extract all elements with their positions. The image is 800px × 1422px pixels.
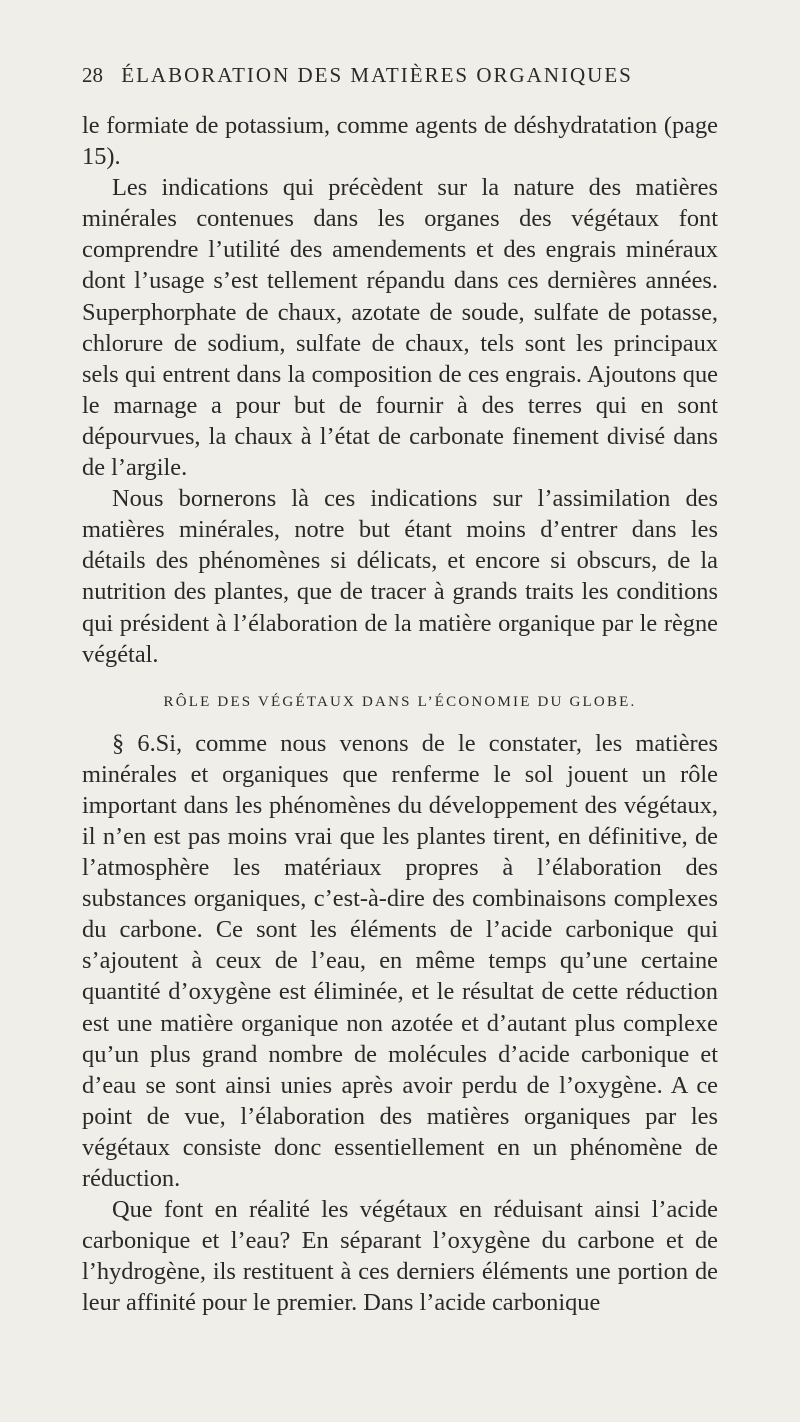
page-number: 28	[82, 63, 103, 87]
body-text	[82, 110, 718, 1318]
paragraph-fertilizers: Les indications qui précèdent sur la nature des matières minérales contenues dans les organes des végétaux font comprendre l’utilité des amendements et des engrais minéraux dont l’usage s’est tellement répandu dans ces dernières années. Superphorphate de chaux, azotate de soude, sulfate de potasse, chlorure de sodium, sulfate de chaux, tels sont les principaux sels qui entrent dans la composition de ces engrais. Ajoutons que le marnage a pour but de fournir à des terres qui en sont dépourvues, la chaux à l’état de carbonate finement divisé dans de l’argile.	[82, 174, 718, 482]
running-title: ÉLABORATION DES MATIÈRES ORGANIQUES	[121, 63, 633, 87]
paragraph-section-6-text: Si, comme nous venons de le constater, les matières minérales et organiques que renferme le sol jouent un rôle important dans les phénomènes du développement des végétaux, il n’en est pas moins vrai que les plantes tirent, en définitive, de l’atmosphère les matériaux propres à l’élaboration des substances organiques, c’est-à-dire des combinaisons complexes du carbone. Ce sont les éléments de l’acide carbonique qui s’ajoutent à ceux de l’eau, en même temps qu’une certaine quantité d’oxygène est éliminée, et le résultat de cette réduction est une matière organique non azotée et d’autant plus complexe qu’un plus grand nombre de molécules d’acide carbonique et d’eau se sont ainsi unies après avoir perdu de l’oxygène. A ce point de vue, l’élaboration des matières organiques par les végétaux consiste donc essentiellement en un phénomène de réduction.	[82, 729, 718, 1192]
section-number: § 6.	[112, 729, 156, 757]
paragraph-section-6	[82, 728, 718, 1194]
running-head	[82, 63, 722, 88]
paragraph-assimilation: Nous bornerons là ces indications sur l’assimilation des matières minérales, notre but étant moins d’entrer dans les détails des phénomènes si délicats, et encore si obscurs, de la nutrition des plantes, que de tracer à grands traits les conditions qui président à l’élaboration de la matière organique par le règne végétal.	[82, 485, 718, 668]
paragraph-continuation: le formiate de potassium, comme agents de déshydratation (page 15).	[82, 112, 718, 171]
section-heading: RÔLE DES VÉGÉTAUX DANS L’ÉCONOMIE DU GLOBE.	[163, 693, 637, 710]
paragraph-reduction: Que font en réalité les végétaux en réduisant ainsi l’acide carbonique et l’eau? En séparant l’oxygène du carbone et de l’hydrogène, ils restituent à ces derniers éléments une portion de leur affinité pour le premier. Dans l’acide carbonique	[82, 1196, 718, 1317]
